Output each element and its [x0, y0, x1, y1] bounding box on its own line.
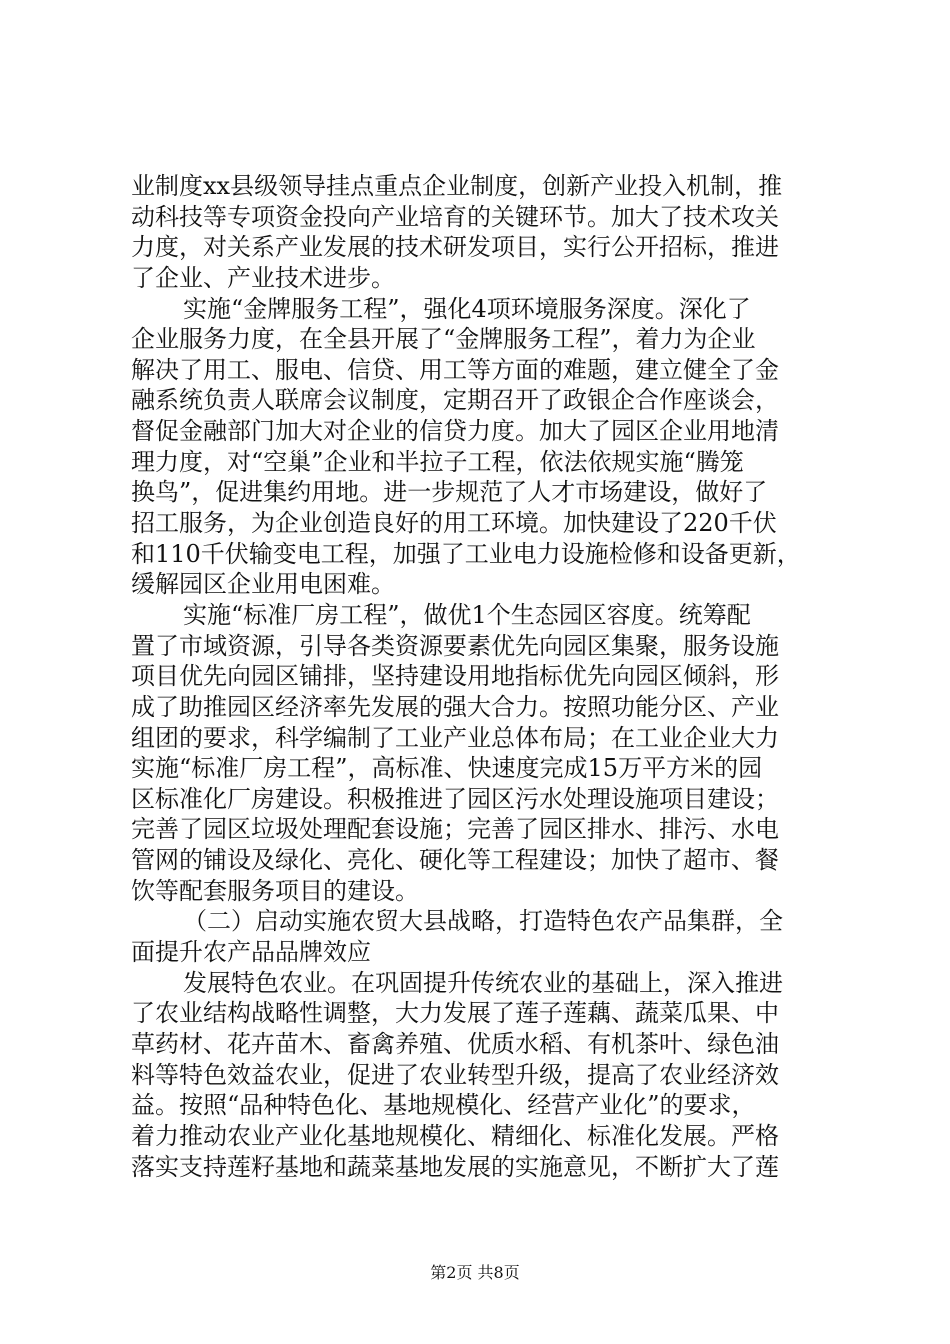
paragraph-3 [131, 600, 831, 906]
text-line: 组团的要求，科学编制了工业产业总体布局；在工业企业大力 [131, 723, 779, 752]
text-line: 益。按照“品种特色化、基地规模化、经营产业化”的要求， [131, 1091, 756, 1120]
text-line: 发展特色农业。在巩固提升传统农业的基础上，深入推进 [183, 968, 783, 997]
text-line: 和110千伏输变电工程，加强了工业电力设施检修和设备更新， [131, 539, 801, 568]
text-line: 实施“金牌服务工程”，强化4项环境服务深度。深化了 [183, 294, 751, 323]
text-line: 缓解园区企业用电困难。 [131, 570, 395, 599]
text-line: 了企业、产业技术进步。 [131, 263, 395, 292]
page-number-footer: 第2页 共8页 [430, 1263, 520, 1282]
text-line: 饮等配套服务项目的建设。 [131, 876, 419, 905]
text-line: 了农业结构战略性调整，大力发展了莲子莲藕、蔬菜瓜果、中 [131, 999, 779, 1028]
text-line: 业制度xx县级领导挂点重点企业制度，创新产业投入机制，推 [131, 172, 783, 200]
text-line: 区标准化厂房建设。积极推进了园区污水处理设施项目建设； [131, 784, 779, 813]
text-line: 换鸟”，促进集约用地。进一步规范了人才市场建设，做好了 [131, 478, 768, 507]
text-line: 实施“标准厂房工程”，做优1个生态园区容度。统筹配 [183, 600, 751, 629]
text-line: 管网的铺设及绿化、亮化、硬化等工程建设；加快了超市、餐 [131, 846, 779, 875]
text-line: 成了助推园区经济率先发展的强大合力。按照功能分区、产业 [131, 692, 779, 721]
text-line: 动科技等专项资金投向产业培育的关键环节。加大了技术攻关 [131, 202, 779, 231]
text-line: 料等特色效益农业，促进了农业转型升级，提高了农业经济效 [131, 1060, 779, 1089]
text-line: 项目优先向园区铺排，坚持建设用地指标优先向园区倾斜，形 [131, 662, 779, 691]
document-body [131, 171, 831, 1182]
text-line: 实施“标准厂房工程”，高标准、快速度完成15万平方米的园 [131, 754, 763, 783]
text-line: 落实支持莲籽基地和蔬菜基地发展的实施意见，不断扩大了莲 [131, 1152, 779, 1181]
paragraph-5 [131, 968, 831, 1182]
text-line: 企业服务力度，在全县开展了“金牌服务工程”，着力为企业 [131, 325, 756, 354]
text-line: 着力推动农业产业化基地规模化、精细化、标准化发展。严格 [131, 1121, 779, 1150]
text-line: 力度，对关系产业发展的技术研发项目，实行公开招标，推进 [131, 233, 779, 262]
text-line: 置了市域资源，引导各类资源要素优先向园区集聚，服务设施 [131, 631, 779, 660]
text-line: 解决了用工、服电、信贷、用工等方面的难题，建立健全了金 [131, 355, 779, 384]
text-line: 草药材、花卉苗木、畜禽养殖、优质水稻、有机茶叶、绿色油 [131, 1029, 779, 1058]
heading-line: 面提升农产品品牌效应 [131, 938, 371, 967]
section-heading [131, 906, 831, 967]
text-line: 督促金融部门加大对企业的信贷力度。加大了园区企业用地清 [131, 417, 779, 446]
text-line: 招工服务，为企业创造良好的用工环境。加快建设了220千伏 [131, 509, 777, 538]
text-line: 融系统负责人联席会议制度，定期召开了政银企合作座谈会， [131, 386, 779, 415]
paragraph-1 [131, 171, 831, 294]
text-line: 完善了园区垃圾处理配套设施；完善了园区排水、排污、水电 [131, 815, 779, 844]
paragraph-2 [131, 294, 831, 600]
text-line: 理力度，对“空巢”企业和半拉子工程，依法依规实施“腾笼 [131, 447, 744, 476]
heading-line: （二）启动实施农贸大县战略，打造特色农产品集群，全 [183, 907, 783, 936]
